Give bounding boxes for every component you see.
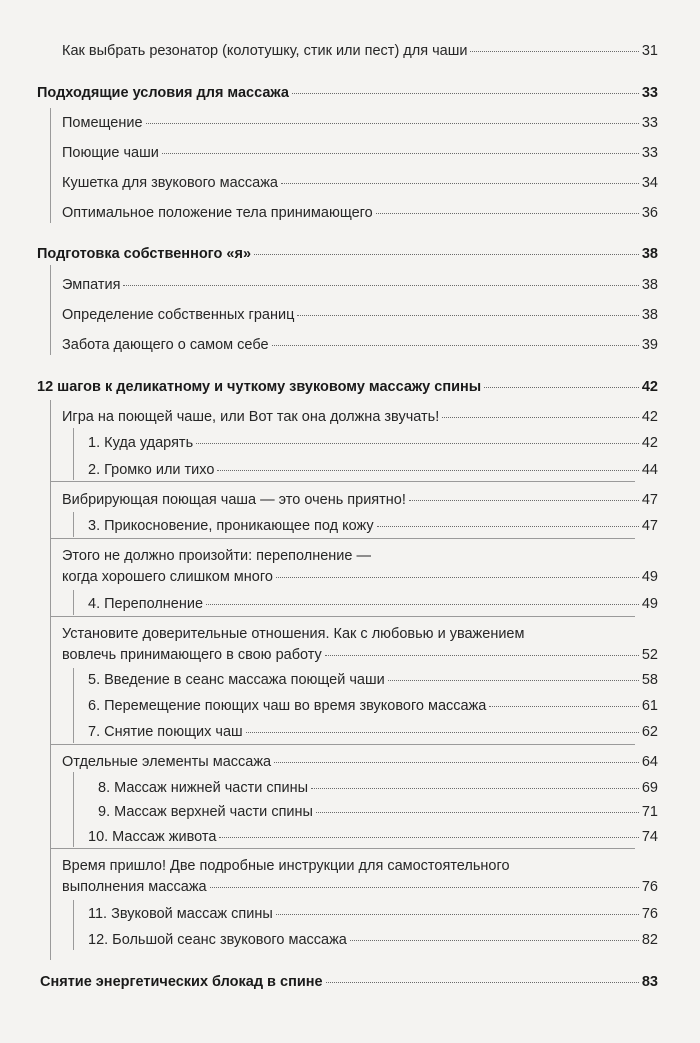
entry-title: Как выбрать резонатор (колотушку, стик или пест) для чаши bbox=[62, 43, 468, 59]
leader-dots bbox=[409, 500, 639, 501]
page-number: 47 bbox=[641, 518, 658, 534]
leader-dots bbox=[484, 387, 639, 388]
toc-subentry bbox=[88, 698, 658, 715]
page-number: 62 bbox=[641, 724, 658, 740]
leader-dots bbox=[276, 577, 639, 578]
leader-dots bbox=[162, 153, 639, 154]
entry-title: выполнения массажа bbox=[62, 879, 207, 895]
entry-title: Вибрирующая поющая чаша — это очень приятно! bbox=[62, 492, 406, 508]
group-separator bbox=[50, 848, 635, 849]
page-number: 38 bbox=[641, 246, 658, 262]
toc-entry-multiline bbox=[62, 858, 658, 896]
toc-entry bbox=[62, 115, 658, 132]
leader-dots bbox=[326, 982, 639, 983]
toc-section bbox=[37, 246, 658, 263]
page-number: 61 bbox=[641, 698, 658, 714]
entry-title: Игра на поющей чаше, или Вот так она должна звучать! bbox=[62, 409, 440, 425]
entry-title: 5. Введение в сеанс массажа поющей чаши bbox=[88, 672, 385, 688]
toc-entry bbox=[62, 175, 658, 192]
page-number: 47 bbox=[641, 492, 658, 508]
entry-title-line1: Установите доверительные отношения. Как с любовью и уважением bbox=[62, 626, 525, 642]
entry-title: 10. Массаж живота bbox=[88, 829, 217, 845]
group-separator bbox=[50, 616, 635, 617]
leader-dots bbox=[272, 345, 639, 346]
leader-dots bbox=[325, 655, 639, 656]
entry-title: 3. Прикосновение, проникающее под кожу bbox=[88, 518, 374, 534]
leader-dots bbox=[274, 762, 639, 763]
section-title: Подходящие условия для массажа bbox=[37, 85, 289, 101]
toc-entry bbox=[62, 205, 658, 222]
tree-line bbox=[73, 512, 74, 537]
toc-subentry bbox=[88, 829, 658, 846]
page-number: 38 bbox=[641, 277, 658, 293]
toc-section bbox=[40, 974, 658, 991]
entry-title: когда хорошего слишком много bbox=[62, 569, 273, 585]
page-number: 36 bbox=[641, 205, 658, 221]
leader-dots bbox=[297, 315, 638, 316]
toc-subentry bbox=[88, 672, 658, 689]
page-number: 42 bbox=[641, 379, 658, 395]
entry-title: вовлечь принимающего в свою работу bbox=[62, 647, 322, 663]
toc-entry bbox=[62, 277, 658, 294]
entry-title: Забота дающего о самом себе bbox=[62, 337, 269, 353]
page-number: 34 bbox=[641, 175, 658, 191]
toc-entry bbox=[62, 754, 658, 771]
page-number: 39 bbox=[641, 337, 658, 353]
tree-line bbox=[73, 772, 74, 847]
toc-subentry bbox=[88, 462, 658, 479]
entry-title-line1: Этого не должно произойти: переполнение — bbox=[62, 548, 371, 564]
leader-dots bbox=[311, 788, 639, 789]
leader-dots bbox=[276, 914, 639, 915]
leader-dots bbox=[210, 887, 639, 888]
leader-dots bbox=[489, 706, 638, 707]
page-number: 38 bbox=[641, 307, 658, 323]
toc-subentry bbox=[88, 724, 658, 741]
entry-title: 4. Переполнение bbox=[88, 596, 204, 612]
leader-dots bbox=[377, 526, 639, 527]
page-number: 33 bbox=[641, 85, 658, 101]
toc-entry bbox=[62, 492, 658, 509]
entry-title: 9. Массаж верхней части спины bbox=[98, 804, 313, 820]
toc-subentry bbox=[98, 780, 658, 797]
toc-subentry bbox=[88, 906, 658, 923]
entry-title: 6. Перемещение поющих чаш во время звукового массажа bbox=[88, 698, 487, 714]
group-separator bbox=[50, 481, 635, 482]
leader-dots bbox=[219, 837, 638, 838]
toc-subentry bbox=[88, 596, 658, 613]
entry-title: 2. Громко или тихо bbox=[88, 462, 215, 478]
section-title: Подготовка собственного «я» bbox=[37, 246, 252, 262]
page-number: 44 bbox=[641, 462, 658, 478]
toc-entry bbox=[62, 43, 658, 60]
page-number: 76 bbox=[641, 906, 658, 922]
entry-title: 7. Снятие поющих чаш bbox=[88, 724, 243, 740]
leader-dots bbox=[281, 183, 639, 184]
leader-dots bbox=[246, 732, 639, 733]
group-separator bbox=[50, 538, 635, 539]
entry-title: 8. Массаж нижней части спины bbox=[98, 780, 308, 796]
toc-entry-multiline bbox=[62, 548, 658, 586]
page-number: 33 bbox=[641, 145, 658, 161]
entry-title: Поющие чаши bbox=[62, 145, 159, 161]
leader-dots bbox=[350, 940, 639, 941]
section-title: Снятие энергетических блокад в спине bbox=[40, 974, 323, 990]
tree-line bbox=[73, 428, 74, 480]
leader-dots bbox=[470, 51, 638, 52]
tree-line bbox=[73, 590, 74, 615]
toc-entry bbox=[62, 409, 658, 426]
page-number: 31 bbox=[641, 43, 658, 59]
group-separator bbox=[50, 744, 635, 745]
toc-entry bbox=[62, 145, 658, 162]
page-number: 42 bbox=[641, 409, 658, 425]
page-number: 49 bbox=[641, 569, 658, 585]
page-number: 33 bbox=[641, 115, 658, 131]
entry-title-line1: Время пришло! Две подробные инструкции для самостоятельного bbox=[62, 858, 510, 874]
leader-dots bbox=[123, 285, 638, 286]
toc-entry bbox=[62, 307, 658, 324]
toc-section bbox=[37, 379, 658, 396]
section-title: 12 шагов к деликатному и чуткому звуковому массажу спины bbox=[37, 379, 482, 395]
entry-title: Отдельные элементы массажа bbox=[62, 754, 272, 770]
leader-dots bbox=[146, 123, 639, 124]
tree-line bbox=[73, 668, 74, 743]
toc-subentry bbox=[88, 435, 658, 452]
leader-dots bbox=[442, 417, 639, 418]
entry-title: 12. Большой сеанс звукового массажа bbox=[88, 932, 347, 948]
page-number: 64 bbox=[641, 754, 658, 770]
tree-line bbox=[50, 265, 51, 355]
entry-title: Эмпатия bbox=[62, 277, 121, 293]
leader-dots bbox=[376, 213, 639, 214]
page-number: 69 bbox=[641, 780, 658, 796]
leader-dots bbox=[206, 604, 639, 605]
leader-dots bbox=[292, 93, 639, 94]
entry-title: Кушетка для звукового массажа bbox=[62, 175, 278, 191]
page-number: 49 bbox=[641, 596, 658, 612]
tree-line bbox=[50, 108, 51, 223]
page-number: 42 bbox=[641, 435, 658, 451]
tree-line bbox=[50, 400, 51, 960]
page-number: 83 bbox=[641, 974, 658, 990]
entry-title: Определение собственных границ bbox=[62, 307, 295, 323]
page-number: 82 bbox=[641, 932, 658, 948]
tree-line bbox=[73, 900, 74, 950]
leader-dots bbox=[388, 680, 639, 681]
page-number: 58 bbox=[641, 672, 658, 688]
leader-dots bbox=[254, 254, 639, 255]
toc-section bbox=[37, 85, 658, 102]
toc-entry-multiline bbox=[62, 626, 658, 664]
entry-title: Помещение bbox=[62, 115, 143, 131]
toc-subentry bbox=[98, 804, 658, 821]
toc-entry bbox=[62, 337, 658, 354]
page-number: 71 bbox=[641, 804, 658, 820]
page-number: 74 bbox=[641, 829, 658, 845]
entry-title: 1. Куда ударять bbox=[88, 435, 194, 451]
leader-dots bbox=[196, 443, 639, 444]
leader-dots bbox=[316, 812, 639, 813]
leader-dots bbox=[217, 470, 638, 471]
page-number: 76 bbox=[641, 879, 658, 895]
entry-title: 11. Звуковой массаж спины bbox=[88, 906, 273, 922]
toc-subentry bbox=[88, 932, 658, 949]
entry-title: Оптимальное положение тела принимающего bbox=[62, 205, 373, 221]
page-number: 52 bbox=[641, 647, 658, 663]
toc-subentry bbox=[88, 518, 658, 535]
